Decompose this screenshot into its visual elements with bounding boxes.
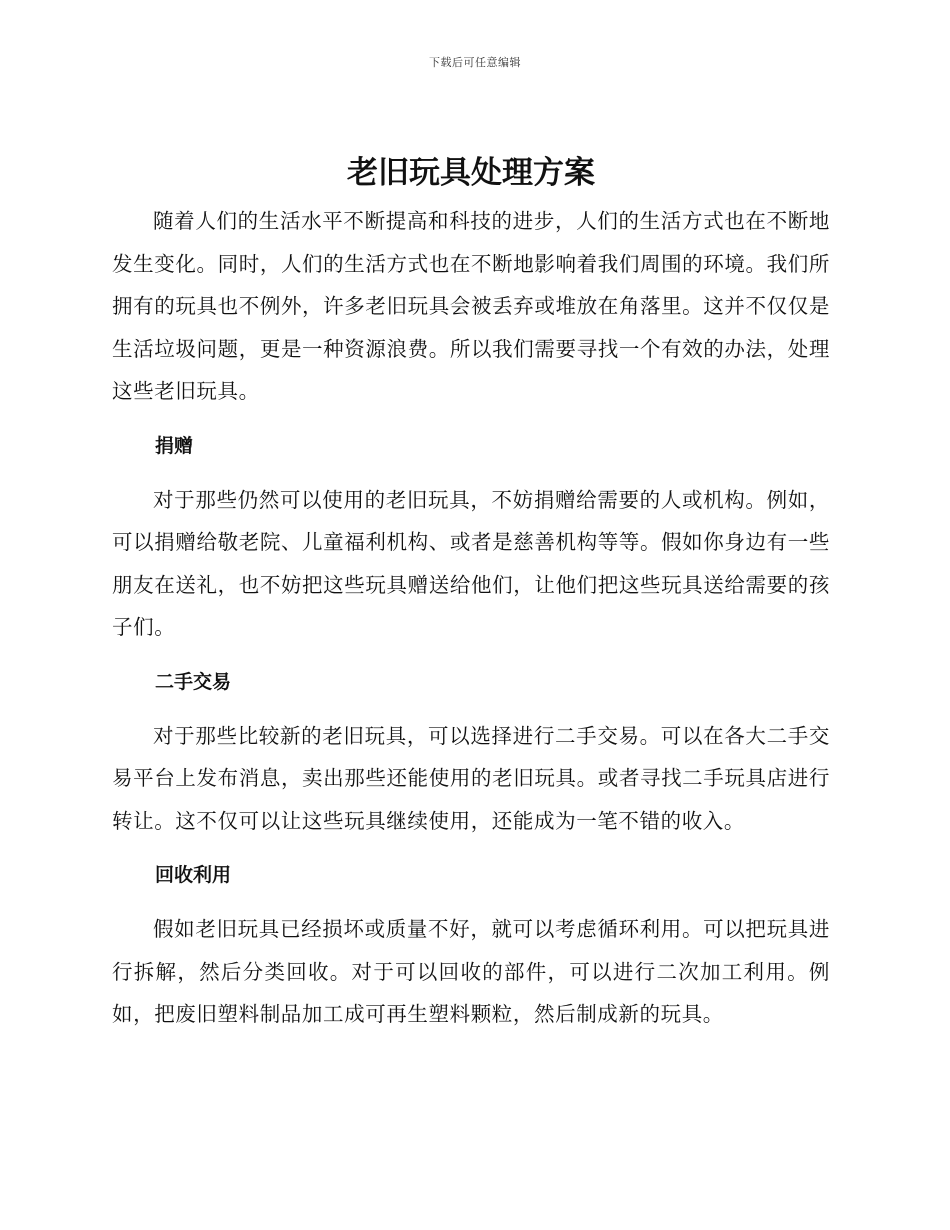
section-body-recycling: 假如老旧玩具已经损坏或质量不好，就可以考虑循环利用。可以把玩具进行拆解，然后分类回收。对于可以回收的部件，可以进行二次加工利用。例如，把废旧塑料制品加工成可再生塑料颗粒，然后制成新的玩具。 bbox=[112, 917, 830, 1026]
section-heading-donation: 捐赠 bbox=[155, 434, 194, 457]
document-body bbox=[112, 148, 830, 1036]
document-title: 老旧玩具处理方案 bbox=[347, 155, 595, 191]
section-body-second-hand: 对于那些比较新的老旧玩具，可以选择进行二手交易。可以在各大二手交易平台上发布消息，卖出那些还能使用的老旧玩具。或者寻找二手玩具店进行转让。这不仅可以让这些玩具继续使用，还能成为一笔不错的收入。 bbox=[112, 723, 830, 833]
section-body-donation: 对于那些仍然可以使用的老旧玩具，不妨捐赠给需要的人或机构。例如，可以捐赠给敬老院、儿童福利机构、或者是慈善机构等等。假如你身边有一些朋友在送礼，也不妨把这些玩具赠送给他们，让他们把这些玩具送给需要的孩子们。 bbox=[112, 487, 830, 639]
page-header-note: 下载后可任意编辑 bbox=[429, 56, 521, 69]
intro-paragraph: 随着人们的生活水平不断提高和科技的进步，人们的生活方式也在不断地发生变化。同时，人们的生活方式也在不断地影响着我们周围的环境。我们所拥有的玩具也不例外，许多老旧玩具会被丢弃或堆放在角落里。这并不仅仅是生活垃圾问题，更是一种资源浪费。所以我们需要寻找一个有效的办法，处理这些老旧玩具。 bbox=[112, 209, 830, 403]
section-heading-recycling: 回收利用 bbox=[155, 864, 232, 886]
section-heading-second-hand: 二手交易 bbox=[155, 670, 232, 693]
